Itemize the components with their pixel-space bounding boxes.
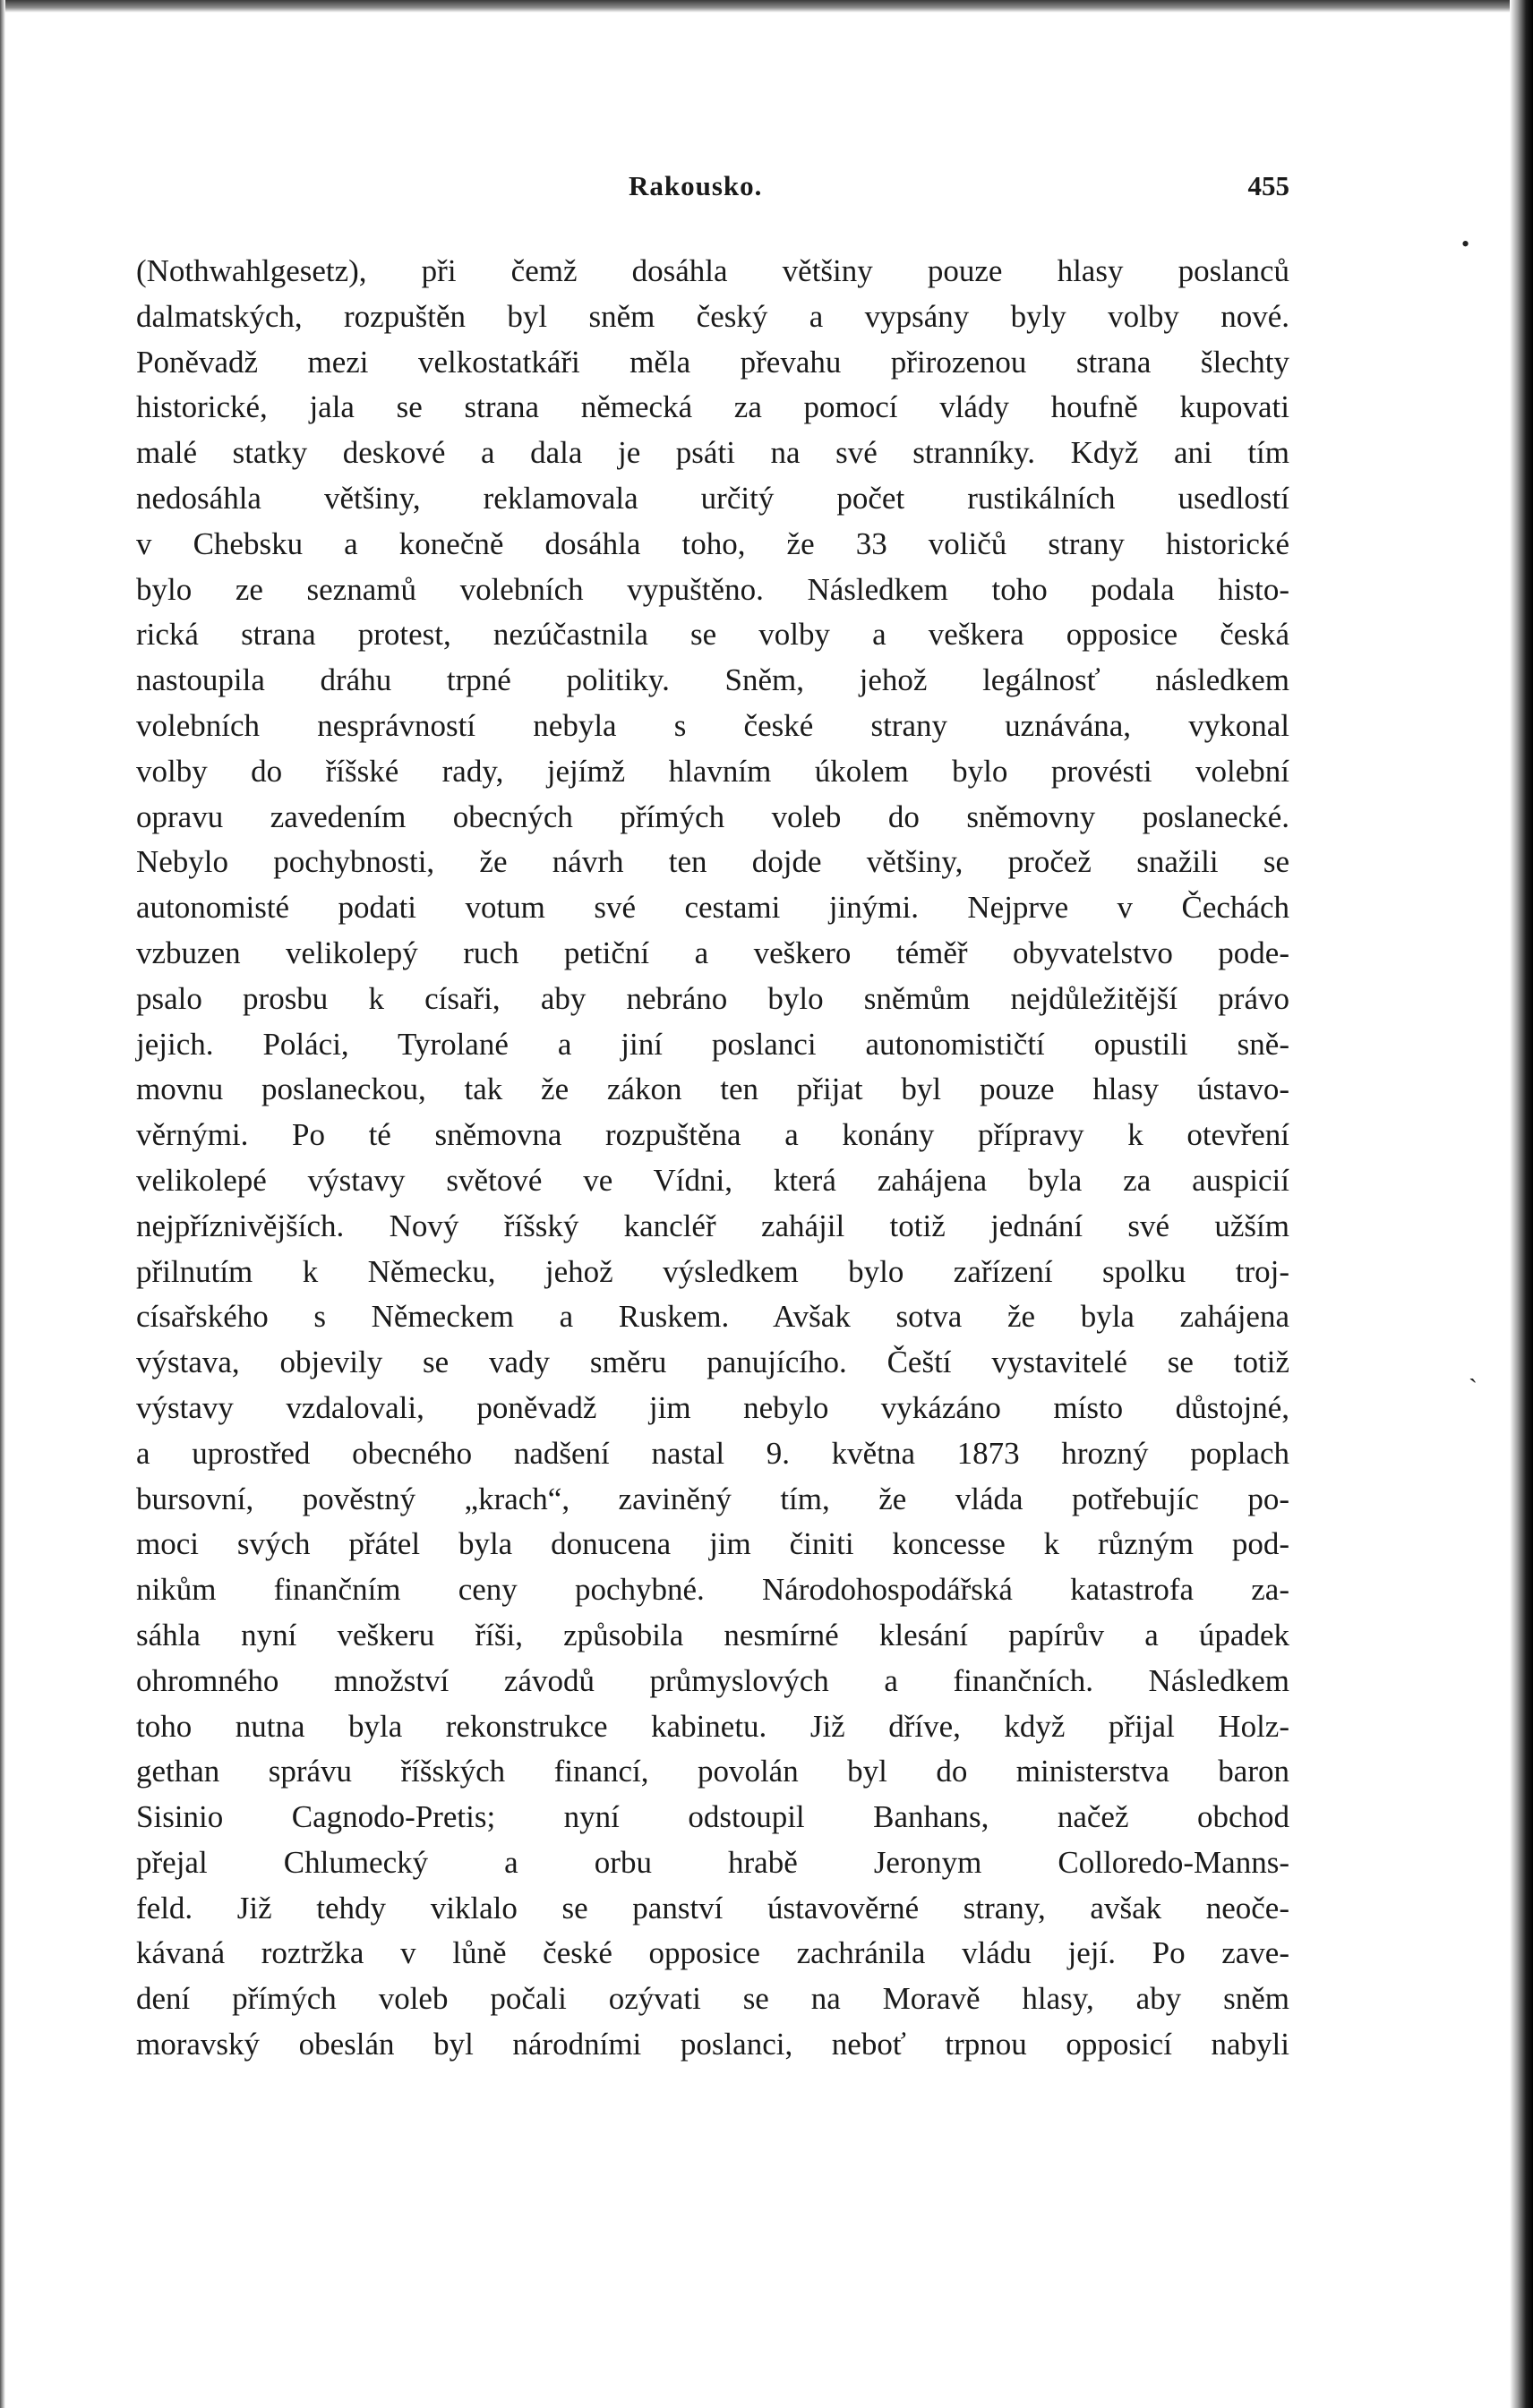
text-line: dení přímých voleb počali ozývati se na Moravě hlasy, aby sněm <box>136 1981 1289 2017</box>
text-line: gethan správu říšských financí, povolán byl do ministerstva baron <box>136 1754 1289 1789</box>
text-line: nedosáhla většiny, reklamovala určitý počet rustikálních usedlostí <box>136 480 1289 516</box>
running-title: Rakousko. <box>629 170 763 201</box>
text-line: toho nutna byla rekonstrukce kabinetu. Již dříve, když přijal Holz- <box>136 1708 1289 1744</box>
text-line: feld. Již tehdy viklalo se panství ústavověrné strany, avšak neoče- <box>136 1890 1289 1926</box>
text-line: císařského s Německem a Ruskem. Avšak sotva že byla zahájena <box>136 1299 1289 1335</box>
scan-border-left <box>0 0 5 2408</box>
text-line: nastoupila dráhu trpné politiky. Sněm, jehož legálnosť následkem <box>136 662 1289 698</box>
body-paragraph <box>136 249 1289 2068</box>
text-line: sáhla nyní veškeru říši, způsobila nesmírné klesání papírův a úpadek <box>136 1617 1289 1652</box>
text-line: psalo prosbu k císaři, aby nebráno bylo sněmům nejdůležitější právo <box>136 980 1289 1016</box>
text-line: ohromného množství závodů průmyslových a finančních. Následkem <box>136 1662 1289 1698</box>
text-line: volebních nesprávností nebyla s české strany uznávána, vykonal <box>136 707 1289 743</box>
margin-dot-mark: • <box>1461 231 1470 257</box>
text-line: bylo ze seznamů volebních vypuštěno. Následkem toho podala histo- <box>136 571 1289 607</box>
text-line: moravský obeslán byl národními poslanci, neboť trpnou opposicí nabyli <box>136 2027 1289 2062</box>
text-line: historické, jala se strana německá za pomocí vlády houfně kupovati <box>136 389 1289 425</box>
text-line: Nebylo pochybnosti, že návrh ten dojde většiny, pročež snažili se <box>136 844 1289 880</box>
text-line: kávaná roztržka v lůně české opposice zachránila vládu její. Po zave- <box>136 1935 1289 1971</box>
text-line: přejal Chlumecký a orbu hrabě Jeronym Colloredo-Manns- <box>136 1844 1289 1880</box>
scan-border-top <box>0 0 1533 13</box>
text-line: výstava, objevily se vady směru panujícího. Čeští vystavitelé se totiž <box>136 1345 1289 1380</box>
text-line: moci svých přátel byla donucena jim činiti koncesse k různým pod- <box>136 1526 1289 1562</box>
book-page <box>136 170 1289 2068</box>
scan-border-right <box>1510 0 1533 2408</box>
text-line: dalmatských, rozpuštěn byl sněm český a vypsány byly volby nové. <box>136 298 1289 334</box>
text-line: Poněvadž mezi velkostatkáři měla převahu přirozenou strana šlechty <box>136 344 1289 380</box>
text-line: rická strana protest, nezúčastnila se volby a veškera opposice česká <box>136 617 1289 653</box>
text-line: a uprostřed obecného nadšení nastal 9. května 1873 hrozný poplach <box>136 1435 1289 1471</box>
text-line: v Chebsku a konečně dosáhla toho, že 33 voličů strany historické <box>136 525 1289 561</box>
text-line: vzbuzen velikolepý ruch petiční a veškero téměř obyvatelstvo pode- <box>136 935 1289 970</box>
text-line: nikům finančním ceny pochybné. Národohospodářská katastrofa za- <box>136 1572 1289 1608</box>
text-line: přilnutím k Německu, jehož výsledkem bylo zařízení spolku troj- <box>136 1253 1289 1289</box>
text-line: bursovní, pověstný „krach“, zaviněný tím, že vláda potřebujíc po- <box>136 1481 1289 1516</box>
text-line: opravu zavedením obecných přímých voleb do sněmovny poslanecké. <box>136 798 1289 834</box>
text-line: věrnými. Po té sněmovna rozpuštěna a konány přípravy k otevření <box>136 1117 1289 1153</box>
text-line: nejpříznivějších. Nový říšský kancléř zahájil totiž jednání své užším <box>136 1208 1289 1243</box>
running-header <box>136 170 1289 209</box>
text-line: velikolepé výstavy světové ve Vídni, která zahájena byla za auspicií <box>136 1162 1289 1198</box>
text-line: (Nothwahlgesetz), při čemž dosáhla většiny pouze hlasy poslanců <box>136 253 1289 288</box>
text-line: movnu poslaneckou, tak že zákon ten přijat byl pouze hlasy ústavo- <box>136 1072 1289 1107</box>
text-line: Sisinio Cagnodo-Pretis; nyní odstoupil Banhans, načež obchod <box>136 1799 1289 1835</box>
text-line: výstavy vzdalovali, poněvadž jim nebylo vykázáno místo důstojné, <box>136 1389 1289 1425</box>
text-line: malé statky deskové a dala je psáti na své stranníky. Když ani tím <box>136 435 1289 471</box>
text-line: volby do říšské rady, jejímž hlavním úkolem bylo provésti volební <box>136 753 1289 789</box>
page-number: 455 <box>1247 170 1289 201</box>
text-line: autonomisté podati votum své cestami jinými. Nejprve v Čechách <box>136 890 1289 926</box>
margin-tick-mark: ˏ <box>1469 1353 1477 1383</box>
text-line: jejich. Poláci, Tyrolané a jiní poslanci autonomističtí opustili sně- <box>136 1026 1289 1062</box>
